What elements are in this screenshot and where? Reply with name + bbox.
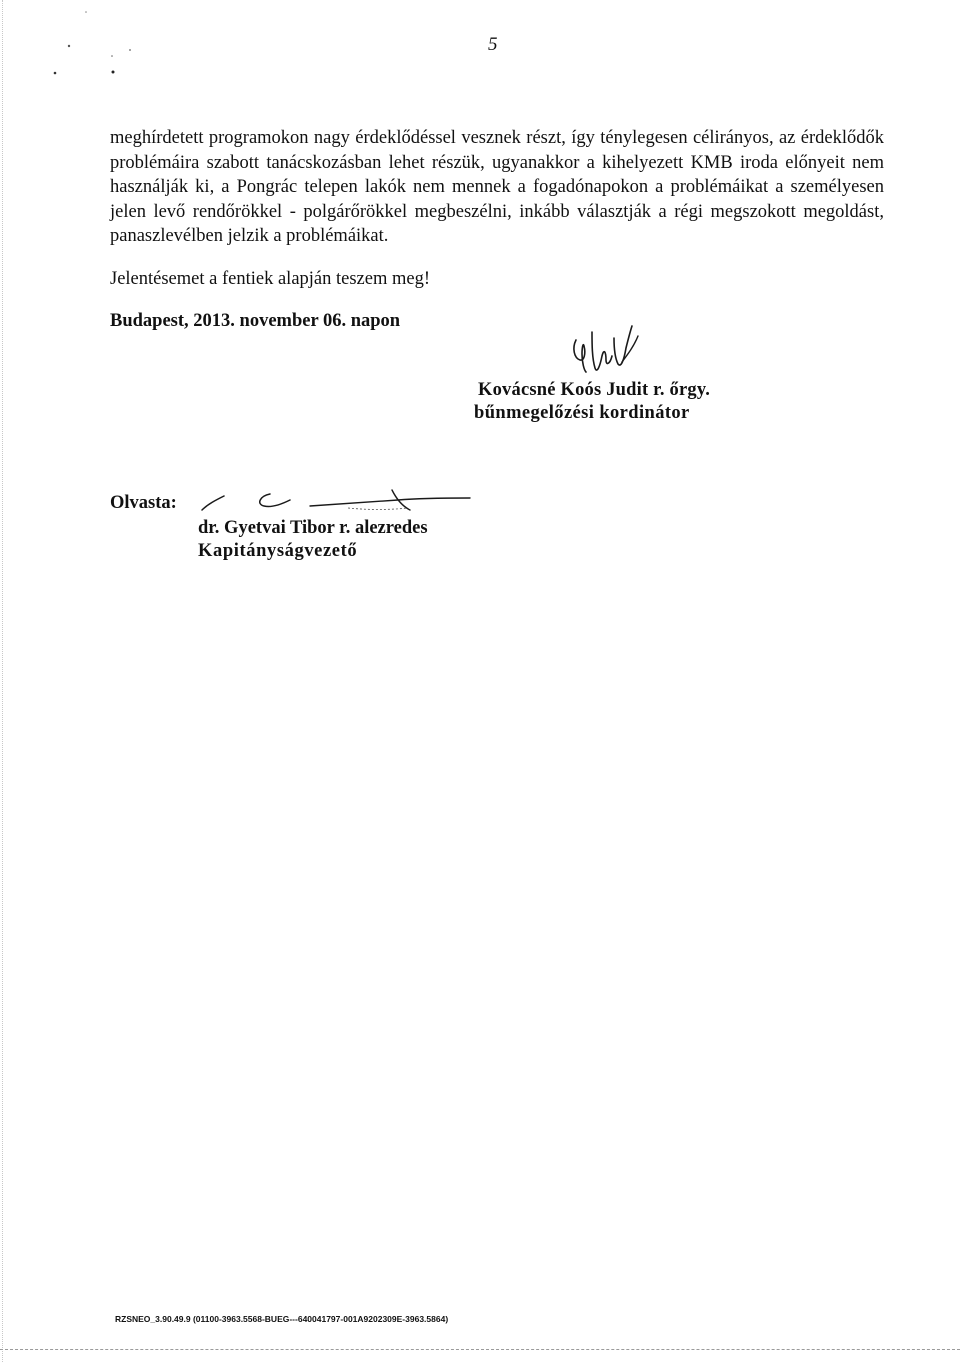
scan-bottom-edge	[0, 1349, 960, 1351]
signer-title: bűnmegelőzési kordinátor	[474, 403, 690, 423]
document-reference-code: RZSNEO_3.90.49.9 (01100-3963.5568-BUEG---640041797-001A9202309E-3963.5864)	[115, 1314, 449, 1324]
closing-sentence: Jelentésemet a fentiek alapján teszem meg!	[110, 269, 431, 289]
body-paragraph: meghírdetett programokon nagy érdeklődéssel vesznek részt, így ténylegesen célirányos, az érdeklődők problémáira szabott tanácskozásban lehet részük, ugyanakkor a kihelyezett KMB iroda előnyeit nem használják ki, a Pongrác telepen lakók nem mennek a fogadónapokon a problémáikat a személyesen jelen levő rendőrökkel - polgárőrökkel megbeszélni, inkább választják a régi megszokott megoldást, panaszlevélben jelzik a problémáikat.	[110, 128, 884, 247]
page-number: 5	[488, 34, 498, 55]
scan-specks	[0, 0, 160, 90]
reader-name: dr. Gyetvai Tibor r. alezredes	[198, 518, 428, 538]
read-by-label: Olvasta:	[110, 493, 177, 513]
scan-edge	[2, 0, 4, 1362]
place-and-date: Budapest, 2013. november 06. napon	[110, 311, 401, 331]
signer-name: Kovácsné Koós Judit r. őrgy.	[478, 380, 711, 400]
reader-title: Kapitányságvezető	[198, 541, 358, 561]
